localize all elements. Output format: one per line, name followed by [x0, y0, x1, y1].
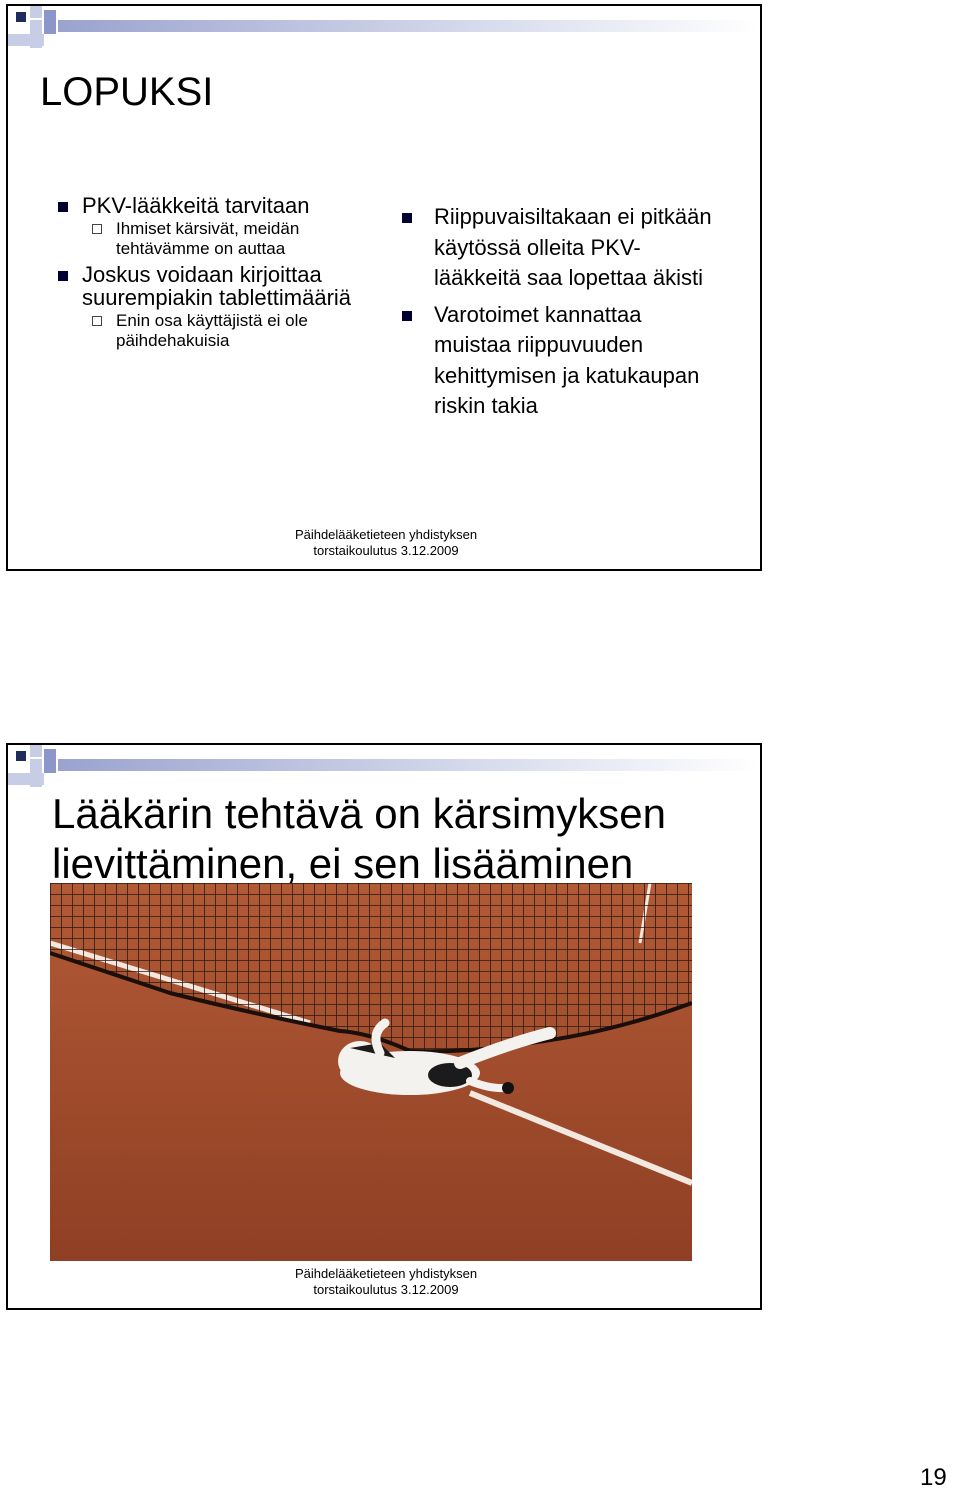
- bullet-item: Joskus voidaan kirjoittaa suurempiakin tablettimääriä: [54, 263, 384, 309]
- sub-bullet-item: Ihmiset kärsivät, meidän tehtävämme on auttaa: [88, 219, 384, 259]
- slide-title: LOPUKSI: [40, 70, 214, 114]
- footer-line: torstaikoulutus 3.12.2009: [313, 543, 459, 558]
- slide-footer: [8, 527, 762, 559]
- right-column: [394, 202, 724, 428]
- bullet-item: Riippuvaisiltakaan ei pitkään käytössä olleita PKV-lääkkeitä saa lopettaa äkisti: [394, 202, 724, 294]
- sub-bullet-item: Enin osa käyttäjistä ei ole päihdehakuisia: [88, 311, 384, 351]
- slide-footer: [8, 1266, 762, 1298]
- title-line: Lääkärin tehtävä on kärsimyksen: [52, 790, 666, 837]
- footer-line: Päihdelääketieteen yhdistyksen: [294, 1266, 478, 1281]
- slide-laakarin-tehtava: [6, 743, 762, 1310]
- slide-decoration: [8, 745, 762, 795]
- title-line: lievittäminen, ei sen lisääminen: [52, 840, 634, 887]
- bullet-item: PKV-lääkkeitä tarvitaan: [54, 194, 384, 217]
- slide-lopuksi: [6, 4, 762, 571]
- left-column: [54, 194, 384, 355]
- cat-under-tennis-net-photo: [50, 883, 692, 1261]
- bullet-item: Varotoimet kannattaa muistaa riippuvuuden kehittymisen ja katukaupan riskin takia: [394, 300, 724, 422]
- footer-line: torstaikoulutus 3.12.2009: [313, 1282, 459, 1297]
- slide-title: [52, 789, 666, 889]
- slide-decoration: [8, 6, 762, 56]
- footer-line: Päihdelääketieteen yhdistyksen: [294, 527, 478, 542]
- page-number: 19: [920, 1464, 947, 1491]
